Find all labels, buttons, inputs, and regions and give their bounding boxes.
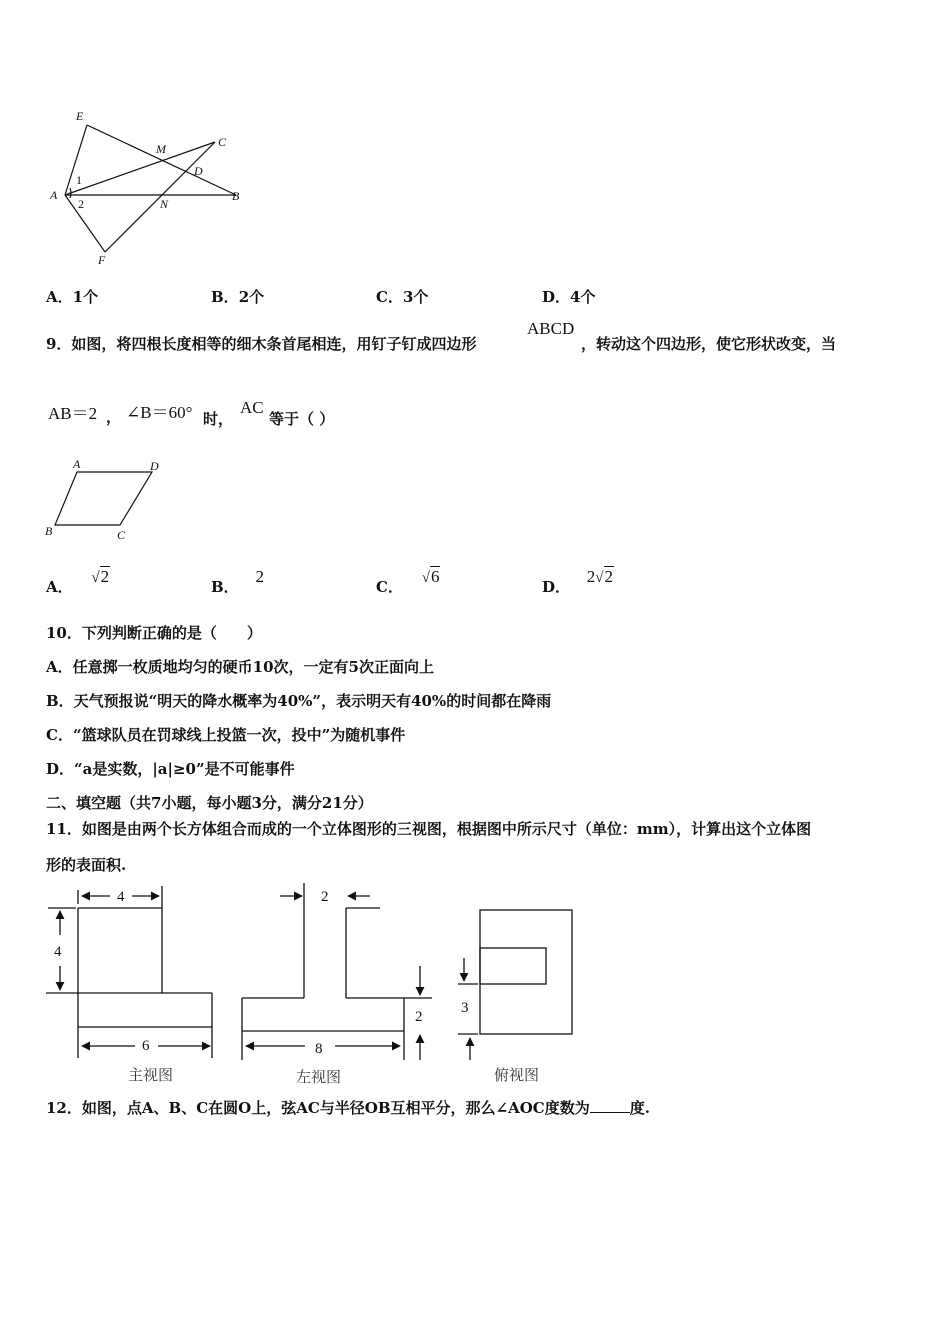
left-dim-top: 2: [321, 889, 329, 905]
q8-label-M: M: [156, 142, 166, 156]
q9-equals-text: 等于（ ）: [269, 410, 335, 428]
q8-label-F: F: [98, 253, 106, 267]
front-dim-left: 4: [54, 944, 62, 960]
left-view-caption: 左视图: [296, 1068, 342, 1086]
q8-geometry-figure: [40, 100, 260, 270]
sqrt-radicand: 2: [100, 567, 110, 586]
q9-shape-name: ABCD: [527, 319, 575, 338]
option-text: 3个: [402, 288, 429, 306]
q10-option-a: A．任意掷一枚质地均匀的硬币10次，一定有5次正面向上: [46, 658, 434, 676]
sqrt-coefficient: 2: [586, 567, 596, 586]
q9-label-C: C: [117, 528, 126, 542]
left-view-drawing: [242, 883, 432, 1060]
q8-option-a: [46, 286, 98, 307]
q10-option-c: C．“篮球队员在罚球线上投篮一次，投中”为随机事件: [46, 726, 406, 744]
q8-label-2: 2: [78, 197, 84, 211]
q9-label-D: D: [150, 459, 159, 473]
option-text: 1个: [72, 288, 99, 306]
q9-label-A: A: [73, 457, 81, 471]
q12-text-before: 12．如图，点A、B、C在圆O上，弦AC与半径OB互相平分，那么∠AOC度数为: [46, 1099, 590, 1117]
sqrt-expression: [91, 567, 110, 587]
section-heading: 二、填空题（共7小题，每小题3分，满分21分）: [46, 794, 373, 812]
front-view-drawing: [46, 886, 212, 1058]
q9-ac: AC: [240, 398, 264, 417]
option-letter: C．: [376, 578, 403, 596]
option-letter: B．: [211, 578, 239, 596]
q9-stem-line1-suffix: ，转动这个四边形，使它形状改变，当: [581, 335, 837, 353]
option-letter: A．: [46, 288, 73, 306]
sqrt-radicand: 6: [430, 567, 440, 586]
q12-stem: [46, 1097, 650, 1118]
q9-angle-b: ∠B＝60°: [126, 403, 193, 422]
q8-label-C: C: [218, 135, 227, 149]
q10-stem: 10．下列判断正确的是（ ）: [46, 624, 262, 642]
top-dim-left: 3: [461, 1000, 469, 1016]
sqrt-symbol: √: [595, 570, 604, 586]
sqrt-symbol: √: [91, 570, 100, 586]
q9-option-b: [211, 566, 264, 596]
q8-label-1: 1: [76, 173, 82, 187]
q8-label-A: A: [50, 188, 58, 202]
option-letter: D．: [542, 288, 571, 306]
sqrt-symbol: √: [421, 570, 430, 586]
q9-ab-equals: AB＝2: [48, 404, 98, 423]
front-dim-bottom: 6: [142, 1038, 150, 1054]
q10-option-d: D．“a是实数，|a|≥0”是不可能事件: [46, 760, 295, 778]
option-letter: C．: [376, 288, 403, 306]
q11-stem-line1: 11．如图是由两个长方体组合而成的一个立体图形的三视图，根据图中所示尺寸（单位：mm），计算出这个立体图: [46, 820, 812, 838]
answer-blank[interactable]: [590, 1098, 630, 1113]
q11-stem-line2: 形的表面积.: [46, 856, 127, 874]
sqrt-radicand: 2: [604, 567, 614, 586]
q9-shi: 时，: [203, 410, 234, 428]
q9-rhombus-figure: [40, 455, 175, 545]
sqrt-expression: [422, 567, 441, 587]
q8-label-E: E: [76, 109, 84, 123]
front-view-caption: 主视图: [128, 1066, 174, 1084]
front-dim-top: 4: [117, 889, 125, 905]
option-text: 4个: [570, 288, 596, 306]
sqrt-expression: [587, 567, 614, 587]
option-text: 2个: [238, 288, 265, 306]
option-value: 2: [255, 567, 264, 586]
option-letter: D．: [542, 578, 571, 596]
q8-option-b: [211, 286, 264, 307]
q8-option-c: [376, 286, 428, 307]
q8-label-N: N: [160, 197, 169, 211]
q10-option-b: B．天气预报说“明天的降水概率为40%”，表示明天有40%的时间都在降雨: [46, 692, 552, 710]
left-dim-right: 2: [415, 1009, 423, 1025]
option-letter: B．: [211, 288, 239, 306]
q9-stem-line1: 9．如图，将四根长度相等的细木条首尾相连，用钉子钉成四边形: [46, 335, 477, 353]
q9-option-c: [376, 566, 440, 596]
top-view-caption: 俯视图: [494, 1066, 540, 1084]
q8-option-d: [542, 286, 595, 307]
q8-label-B: B: [232, 189, 240, 203]
option-letter: A．: [46, 578, 73, 596]
q9-option-a: [46, 566, 110, 596]
top-view-drawing: [458, 910, 572, 1060]
q9-comma: ，: [106, 408, 122, 426]
q11-three-views-figure: [40, 878, 600, 1088]
left-dim-bottom: 8: [315, 1041, 323, 1057]
q9-option-d: [542, 566, 614, 596]
q9-label-B: B: [45, 524, 53, 538]
q8-label-D: D: [194, 164, 203, 178]
q12-text-after: 度.: [629, 1099, 650, 1117]
